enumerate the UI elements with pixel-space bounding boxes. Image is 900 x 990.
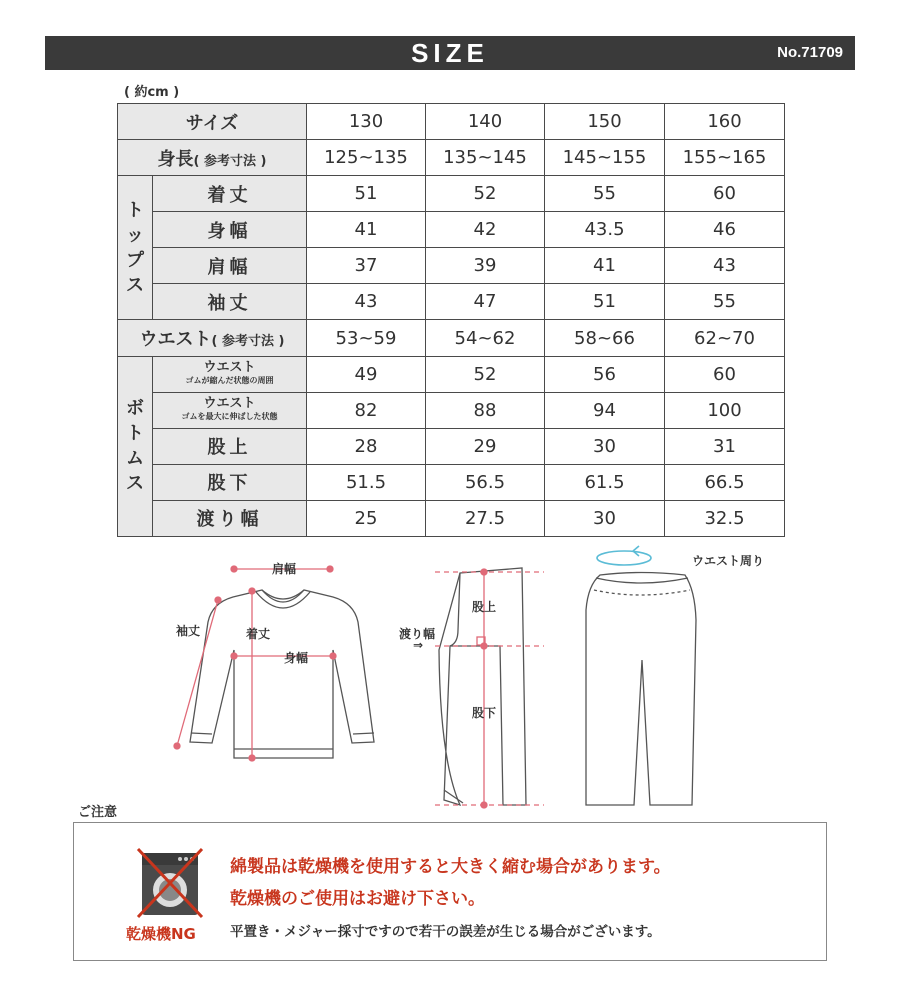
value-cell: 94 [545, 392, 665, 428]
warning-line-2: 乾燥機のご使用はお避け下さい。 [230, 889, 485, 909]
tops-group-label [118, 176, 153, 320]
value-cell: 55 [545, 176, 665, 212]
value-cell: 27.5 [426, 500, 545, 536]
height-cell: 125~135 [307, 140, 426, 176]
table-row [118, 392, 785, 428]
table-row [118, 428, 785, 464]
body-width-label: 身幅 [284, 651, 309, 665]
product-number: No.71709 [777, 44, 843, 61]
value-cell: 55 [665, 284, 785, 320]
value-cell: 60 [665, 356, 785, 392]
measurement-diagram [0, 540, 900, 810]
table-row [118, 176, 785, 212]
value-cell: 88 [426, 392, 545, 428]
shirt-illustration [190, 590, 374, 758]
value-cell: 43.5 [545, 212, 665, 248]
value-cell: 43 [665, 248, 785, 284]
row-label: 股下 [153, 464, 307, 500]
value-cell: 41 [545, 248, 665, 284]
thigh-width-label: 渡り幅 [399, 627, 436, 641]
row-label: 袖丈 [153, 284, 307, 320]
table-row-size [118, 104, 785, 140]
value-cell: 37 [307, 248, 426, 284]
page-title: SIZE [411, 38, 489, 68]
value-cell: 100 [665, 392, 785, 428]
waist-label: ウエスト [139, 329, 212, 350]
value-cell: 46 [665, 212, 785, 248]
table-row [118, 356, 785, 392]
value-cell: 51 [307, 176, 426, 212]
value-cell: 30 [545, 500, 665, 536]
value-cell: 66.5 [665, 464, 785, 500]
waist-around-label: ウエスト周り [692, 554, 765, 568]
inseam-label: 股下 [472, 706, 497, 720]
row-label: 肩幅 [153, 248, 307, 284]
title-banner [45, 36, 855, 70]
table-row [118, 464, 785, 500]
row-label: 股上 [153, 428, 307, 464]
size-table [117, 103, 785, 537]
value-cell: 30 [545, 428, 665, 464]
value-cell: 51 [545, 284, 665, 320]
waist-note: ( 参考寸法 ) [211, 334, 285, 349]
body-length-label: 着丈 [246, 627, 271, 641]
shoulder-width-label: 肩幅 [272, 562, 297, 576]
value-cell: 31 [665, 428, 785, 464]
row-label-sub: ゴムが縮んだ状態の周囲 [185, 376, 274, 386]
value-cell: 39 [426, 248, 545, 284]
value-cell: 41 [307, 212, 426, 248]
bottoms-label: ボ ト ム ス [126, 398, 144, 495]
value-cell: 32.5 [665, 500, 785, 536]
value-cell: 49 [307, 356, 426, 392]
height-header [118, 140, 307, 176]
notice-box [73, 822, 827, 961]
warning-line-3: 平置き・メジャー採寸ですので若干の誤差が生じる場合がございます。 [230, 924, 661, 940]
row-label [153, 392, 307, 428]
sleeve-length-label: 袖丈 [176, 624, 201, 638]
value-cell: 52 [426, 176, 545, 212]
row-label-sub: ゴムを最大に伸ばした状態 [181, 412, 278, 422]
dryer-ng-label: 乾燥機NG [126, 925, 196, 943]
notice-title: ご注意 [78, 805, 118, 820]
size-header: サイズ [118, 104, 307, 140]
bottoms-group-label [118, 356, 153, 536]
table-row-height [118, 140, 785, 176]
size-cell: 150 [545, 104, 665, 140]
height-cell: 145~155 [545, 140, 665, 176]
value-cell: 51.5 [307, 464, 426, 500]
value-cell: 42 [426, 212, 545, 248]
waist-cell: 62~70 [665, 320, 785, 356]
row-label: 身幅 [153, 212, 307, 248]
value-cell: 52 [426, 356, 545, 392]
waist-header [118, 320, 307, 356]
tops-label: ト ッ プ ス [126, 199, 144, 296]
height-cell: 155~165 [665, 140, 785, 176]
height-cell: 135~145 [426, 140, 545, 176]
value-cell: 43 [307, 284, 426, 320]
waist-around-icon [597, 546, 651, 565]
value-cell: 56.5 [426, 464, 545, 500]
value-cell: 25 [307, 500, 426, 536]
table-row [118, 500, 785, 536]
unit-label: ( 約cm ) [124, 85, 180, 100]
arrow-right-icon: ⇒ [413, 638, 424, 652]
size-cell: 160 [665, 104, 785, 140]
value-cell: 61.5 [545, 464, 665, 500]
size-cell: 130 [307, 104, 426, 140]
size-cell: 140 [426, 104, 545, 140]
value-cell: 28 [307, 428, 426, 464]
row-label-main: ウエスト [203, 396, 256, 412]
table-row [118, 284, 785, 320]
warning-line-1: 綿製品は乾燥機を使用すると大きく縮む場合があります。 [230, 857, 671, 877]
row-label [153, 356, 307, 392]
value-cell: 47 [426, 284, 545, 320]
table-row-waist [118, 320, 785, 356]
pants-side-illustration [586, 573, 696, 806]
table-row [118, 212, 785, 248]
rise-label: 股上 [472, 600, 497, 614]
row-label: 渡り幅 [153, 500, 307, 536]
waist-cell: 58~66 [545, 320, 665, 356]
height-note: ( 参考寸法 ) [193, 153, 267, 169]
value-cell: 60 [665, 176, 785, 212]
value-cell: 56 [545, 356, 665, 392]
row-label: 着丈 [153, 176, 307, 212]
value-cell: 29 [426, 428, 545, 464]
dryer-prohibited-icon [134, 847, 206, 919]
waist-cell: 53~59 [307, 320, 426, 356]
table-row [118, 248, 785, 284]
row-label-main: ウエスト [203, 360, 256, 376]
value-cell: 82 [307, 392, 426, 428]
height-label: 身長 [157, 148, 194, 170]
waist-cell: 54~62 [426, 320, 545, 356]
